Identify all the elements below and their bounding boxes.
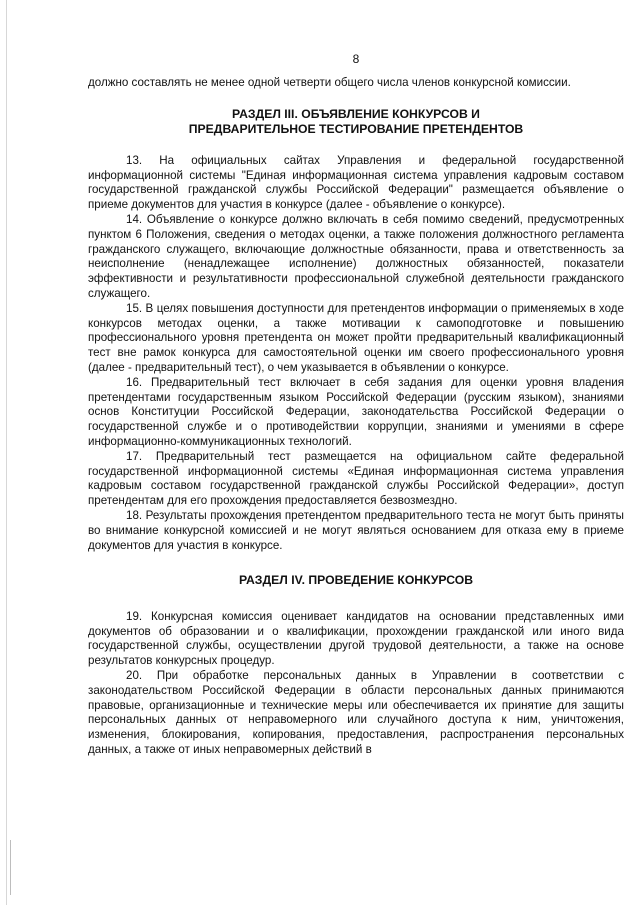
scan-edge-line: [6, 0, 7, 905]
section-3-heading: [88, 107, 624, 138]
section-3-title-line2: ПРЕДВАРИТЕЛЬНОЕ ТЕСТИРОВАНИЕ ПРЕТЕНДЕНТОВ: [188, 122, 524, 137]
page-number: 8: [352, 52, 360, 66]
intro-paragraph: должно составлять не менее одной четверти общего числа членов конкурсной комиссии.: [88, 76, 571, 89]
paragraph-19: 19. Конкурсная комиссия оценивает кандидатов на основании представленных ими документов об образовании и о квалификации, прохождении гражданской или иного вида государственной службы, осуществлении другой трудовой деятельности, а также на основе результатов конкурсных процедур.: [88, 609, 624, 668]
section-3-title-line1: РАЗДЕЛ III. ОБЪЯВЛЕНИЕ КОНКУРСОВ И: [232, 106, 480, 121]
paragraph-20: 20. При обработке персональных данных в Управлении в соответствии с законодательством Российской Федерации в области персональных данных принимаются правовые, организационные и технические меры или обеспечивается их принятие для защиты персональных данных от неправомерного или случайного доступа к ним, уничтожения, изменения, блокирования, копирования, предоставления, распространения персональных данных, а также от иных неправомерных действий в: [88, 669, 624, 756]
paragraph-17: 17. Предварительный тест размещается на официальном сайте федеральной государственной информационной системы «Единая информационная система управления кадровым составом государственной гражданской службы Российской Федерации», доступ претендентам для его прохождения предоставляется безвозмездно.: [88, 449, 624, 508]
paragraph-13: 13. На официальных сайтах Управления и федеральной государственной информационной системы "Единая информационная система управления кадровым составом государственной гражданской службы Российской Федерации" размещается объявление о приеме документов для участия в конкурсе (далее - объявление о конкурсе).: [88, 153, 624, 212]
paragraph-18: 18. Результаты прохождения претендентом предварительного теста не могут быть приняты во внимание конкурсной комиссией и не могут являться основанием для отказа ему в приеме документов для участия в конкурсе.: [88, 508, 624, 552]
section-4-heading: [88, 573, 624, 589]
section-4-title: РАЗДЕЛ IV. ПРОВЕДЕНИЕ КОНКУРСОВ: [238, 573, 474, 588]
document-page: [88, 0, 624, 758]
scan-edge-line-lower: [10, 840, 11, 895]
paragraph-15: 15. В целях повышения доступности для претендентов информации о применяемых в ходе конкурсов методах оценки, а также мотивации к самоподготовке и повышению профессионального уровня претендента он может пройти предварительный квалификационный тест вне рамок конкурса для самостоятельной оценки им своего профессионального уровня (далее - предварительный тест), о чем указывается в объявлении о конкурсе.: [88, 301, 624, 374]
paragraph-16: 16. Предварительный тест включает в себя задания для оценки уровня владения претендентами государственным языком Российской Федерации (русским языком), знаниями основ Конституции Российской Федерации, законодательства Российской Федерации о государственной службе и о противодействии коррупции, знаниями и умениями в сфере информационно-коммуникационных технологий.: [88, 375, 624, 448]
paragraph-14: 14. Объявление о конкурсе должно включать в себя помимо сведений, предусмотренных пунктом 6 Положения, сведения о методах оценки, а также положения должностного регламента гражданского служащего, включающие должностные обязанности, права и ответственность за неисполнение (ненадлежащее исполнение) должностных обязанностей, показатели эффективности и результативности профессиональной служебной деятельности гражданского служащего.: [88, 212, 624, 300]
